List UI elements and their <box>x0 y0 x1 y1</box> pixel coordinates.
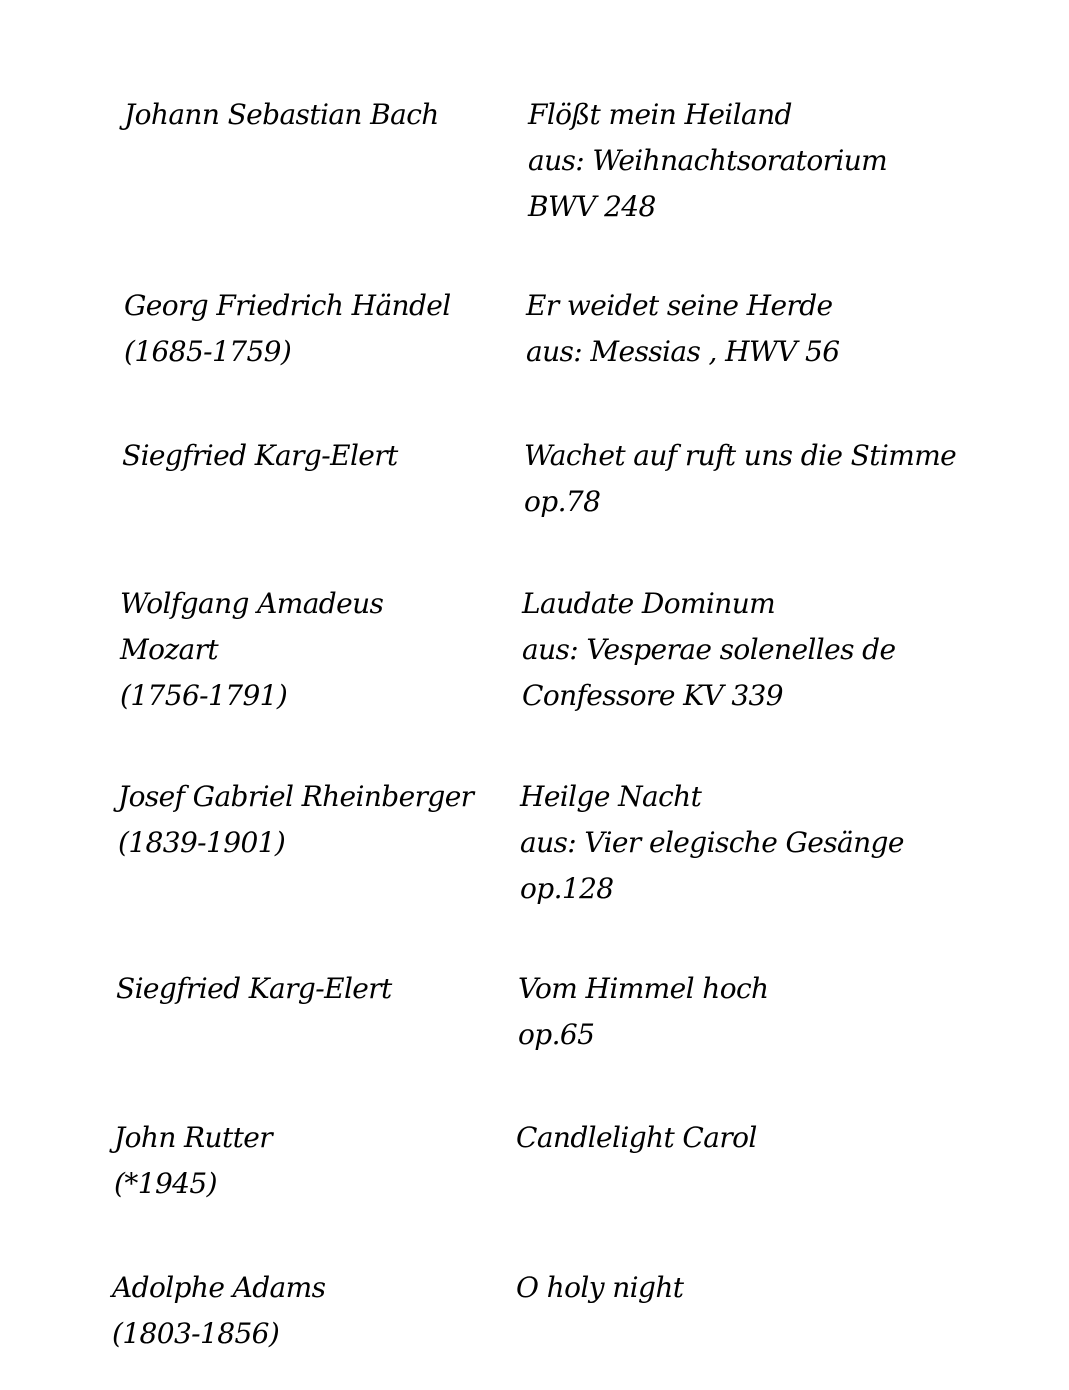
work-line: aus: Weihnachtsoratorium <box>528 144 888 177</box>
work-title <box>526 283 839 375</box>
work-line: op.78 <box>524 485 601 518</box>
composer-name <box>118 774 473 866</box>
work-title <box>516 1265 683 1311</box>
composer-line: John Rutter <box>114 1121 273 1154</box>
composer-line: Siegfried Karg-Elert <box>116 972 392 1005</box>
work-title <box>518 966 768 1058</box>
composer-line: Mozart <box>120 633 219 666</box>
work-title <box>516 1115 757 1161</box>
composer-line: Siegfried Karg-Elert <box>122 439 398 472</box>
work-line: O holy night <box>516 1271 684 1304</box>
work-line: aus: Vesperae solenelles de <box>522 633 896 666</box>
work-line: Laudate Dominum <box>522 587 776 620</box>
work-line: Er weidet seine Herde <box>526 289 833 322</box>
work-line: aus: Messias , HWV 56 <box>526 335 840 368</box>
work-line: aus: Vier elegische Gesänge <box>520 826 904 859</box>
work-line: Candlelight Carol <box>516 1121 757 1154</box>
work-title <box>524 433 956 525</box>
composer-line: Johann Sebastian Bach <box>124 98 439 131</box>
composer-name <box>122 433 398 479</box>
composer-line: Josef Gabriel Rheinberger <box>118 780 474 813</box>
composer-name <box>120 581 383 719</box>
work-line: Vom Himmel hoch <box>518 972 769 1005</box>
composer-line: Wolfgang Amadeus <box>120 587 384 620</box>
composer-name <box>124 92 439 138</box>
work-line: Wachet auf ruft uns die Stimme <box>524 439 957 472</box>
composer-name <box>112 1265 325 1357</box>
work-title <box>520 774 904 912</box>
work-line: Flößt mein Heiland <box>528 98 792 131</box>
work-line: Confessore KV 339 <box>522 679 783 712</box>
composer-dates: (1839-1901) <box>118 826 286 859</box>
work-line: BWV 248 <box>528 190 656 223</box>
composer-dates: (*1945) <box>114 1167 217 1200</box>
work-title <box>528 92 887 230</box>
work-line: op.128 <box>520 872 614 905</box>
composer-name <box>116 966 392 1012</box>
work-line: op.65 <box>518 1018 595 1051</box>
composer-name <box>114 1115 272 1207</box>
work-title <box>522 581 895 719</box>
composer-line: Adolphe Adams <box>112 1271 326 1304</box>
composer-dates: (1685-1759) <box>124 335 292 368</box>
composer-name <box>124 283 451 375</box>
composer-dates: (1803-1856) <box>112 1317 280 1350</box>
composer-dates: (1756-1791) <box>120 679 288 712</box>
work-line: Heilge Nacht <box>520 780 702 813</box>
composer-line: Georg Friedrich Händel <box>124 289 451 322</box>
